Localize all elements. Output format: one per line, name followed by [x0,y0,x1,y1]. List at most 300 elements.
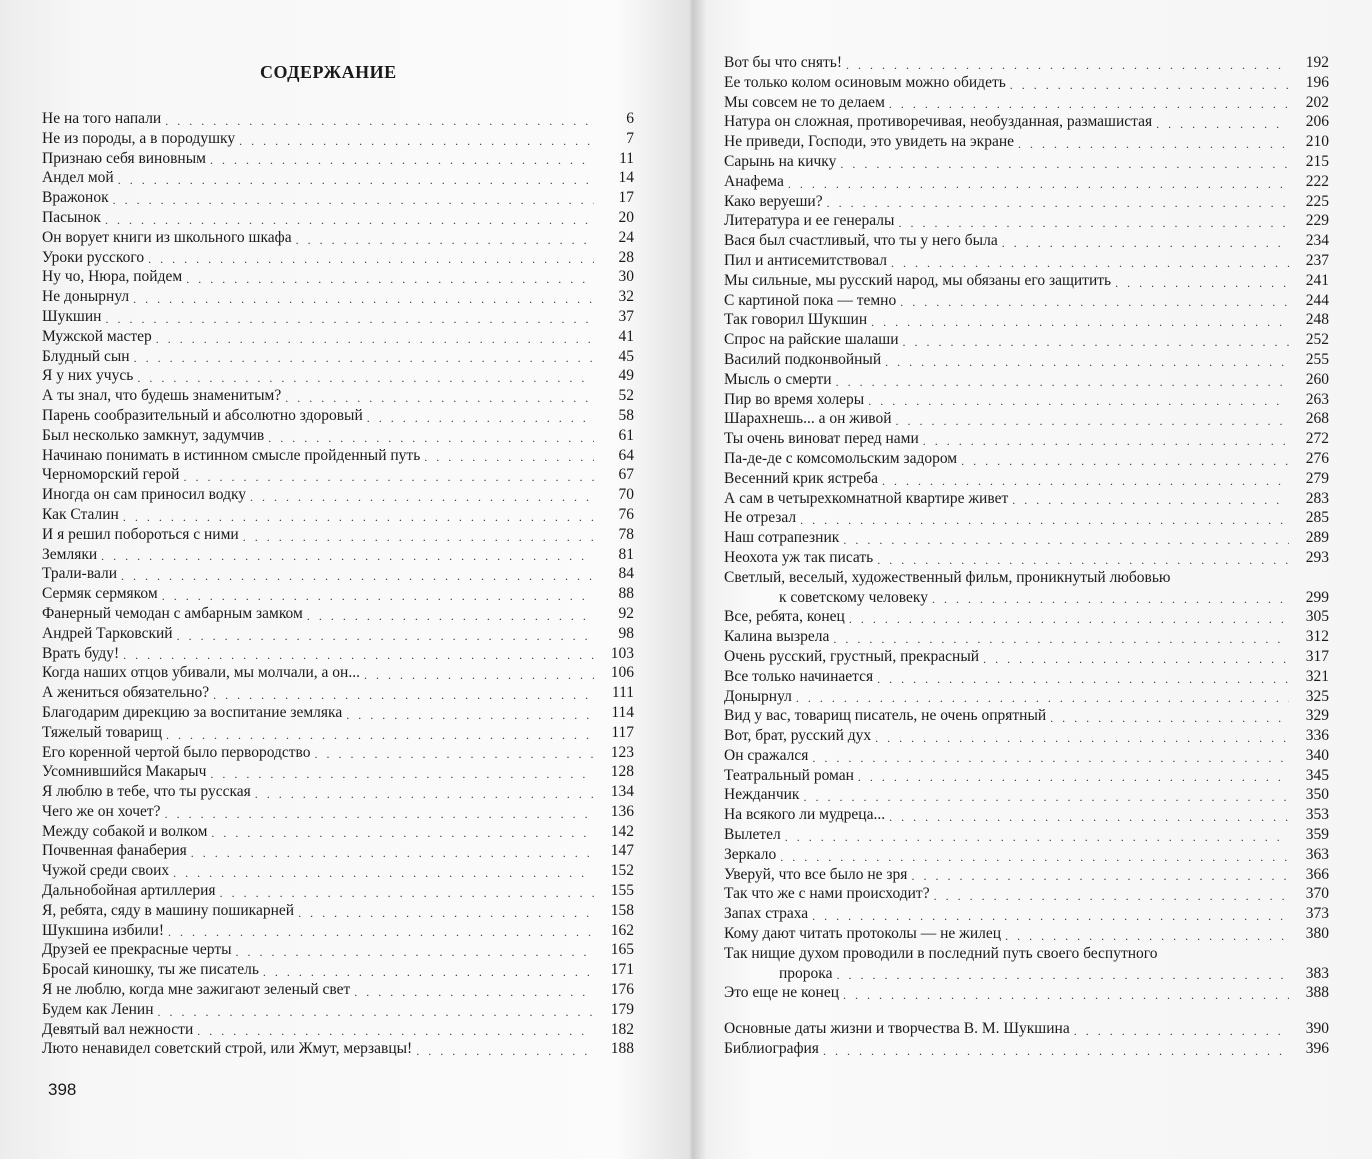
toc-entry-title: Ну чо, Нюра, пойдем [42,268,183,286]
toc-entry [724,687,1329,707]
leader-dots [268,430,594,446]
toc-entry [724,429,1329,449]
toc-entry [724,1019,1329,1039]
leader-dots [868,393,1289,409]
toc-entry-title: Я у них учусь [42,367,134,385]
toc-entry-page: 41 [618,327,634,345]
toc-entry-page: 202 [1305,93,1329,111]
toc-entry-page: 76 [618,505,634,523]
toc-entry [42,782,634,802]
toc-entry-page: 84 [618,565,634,583]
toc-entry-title: Запах страха [724,905,809,923]
toc-entry-title: Сарынь на кичку [724,152,837,170]
toc-entry-title: Шарахнешь... а он живой [724,410,892,428]
toc-entry-title: Не из породы, а в породушку [42,129,236,147]
toc-entry-title: Очень русский, грустный, прекрасный [724,647,980,665]
toc-entry-page: 134 [610,783,634,801]
toc-entry [724,291,1329,311]
toc-entry-page: 165 [610,941,634,959]
leader-dots [220,885,594,901]
toc-entry [724,251,1329,271]
toc-entry-page: 67 [618,466,634,484]
toc-entry-title: Нежданчик [724,786,800,804]
toc-entry-page: 176 [610,981,634,999]
toc-entry [724,271,1329,291]
leader-dots [1074,1023,1289,1039]
leader-dots [961,453,1289,469]
toc-entry [42,366,634,386]
toc-entry-title: Будем как Ленин [42,1000,154,1018]
toc-entry-page: 363 [1305,845,1329,863]
leader-dots [168,924,594,940]
toc-entry-page: 237 [1305,251,1329,269]
toc-entry [42,921,634,941]
leader-dots [236,944,594,960]
leader-dots [1156,116,1289,132]
toc-entry-title: Врать буду! [42,644,120,662]
toc-entry-title: Тяжелый товарищ [42,723,163,741]
toc-entry-page: 260 [1305,370,1329,388]
leader-dots [885,354,1289,370]
leader-dots [923,433,1289,449]
leader-dots [812,908,1289,924]
toc-entry-title: Блудный сын [42,347,130,365]
toc-entry-title: Бросай киношку, ты же писатель [42,961,259,979]
toc-entry [42,327,634,347]
toc-entry-title: Литература и ее генералы [724,212,895,230]
toc-entry [724,310,1329,330]
leader-dots [1018,136,1289,152]
toc-entry-page: 24 [618,228,634,246]
leader-dots [255,786,594,802]
toc-entry [724,73,1329,93]
toc-entry-title: Это еще не конец [724,984,840,1002]
leader-dots [213,687,594,703]
leader-dots [307,608,594,624]
leader-dots [1050,710,1289,726]
toc-entry [724,370,1329,390]
toc-entry-page: 305 [1305,608,1329,626]
leader-dots [843,532,1289,548]
toc-entry-title: Шукшин [42,307,102,325]
toc-entry-page: 321 [1305,667,1329,685]
toc-entry [42,267,634,287]
toc-entry-title: Земляки [42,545,98,563]
leader-dots [162,588,594,604]
toc-entry [724,607,1329,627]
toc-entry-title-cont: пророка [779,964,833,982]
toc-entry-title: Так что же с нами происходит? [724,885,930,903]
toc-entry-page: 20 [618,208,634,226]
toc-entry-page: 293 [1305,548,1329,566]
toc-entry [42,446,634,466]
toc-entry [724,568,1329,608]
toc-entry-title: Парень сообразительный и абсолютно здоровый [42,406,363,424]
toc-entry-title: А жениться обязательно? [42,684,210,702]
toc-entry-page: 158 [610,901,634,919]
toc-entry-page: 52 [618,387,634,405]
leader-dots [896,413,1289,429]
toc-entry-title: Уверуй, что все было не зря [724,865,908,883]
toc-entry-title: Анафема [724,172,784,190]
toc-entry-page: 276 [1305,449,1329,467]
toc-entry-page: 353 [1305,806,1329,824]
toc-entry-title: Кому дают читать протоколы — не жилец [724,925,1002,943]
toc-entry-continuation [724,588,1329,608]
toc-entry [724,449,1329,469]
toc-entry [724,746,1329,766]
leader-dots [1010,77,1289,93]
leader-dots [836,967,1289,983]
toc-entry-title: Мы сильные, мы русский народ, мы обязаны его защитить [724,271,1112,289]
leader-dots [416,1043,594,1059]
toc-entry-title: Чего же он хочет? [42,802,161,820]
toc-entry-page: 373 [1305,905,1329,923]
toc-entry-title: Иногда он сам приносил водку [42,486,247,504]
leader-dots [800,512,1289,528]
toc-entry [42,347,634,367]
leader-dots [785,829,1289,845]
leader-dots [210,152,594,168]
toc-entry [42,841,634,861]
toc-entry-title: Зеркало [724,845,777,863]
toc-entry-title: А ты знал, что будешь знаменитым? [42,387,282,405]
toc-entry-title: Ты очень виноват перед нами [724,430,919,448]
leader-dots [823,1043,1289,1059]
toc-entry-page: 196 [1305,73,1329,91]
toc-entry [42,822,634,842]
toc-entry-page: 383 [1305,964,1329,982]
toc-entry-title: На всякого ли мудреца... [724,806,886,824]
toc-entry-title: Он сражался [724,746,809,764]
leader-dots [354,984,594,1000]
leader-dots [911,868,1289,884]
toc-entry-page: 206 [1305,113,1329,131]
toc-entry [724,390,1329,410]
toc-entry-page: 14 [618,169,634,187]
toc-entry-page: 28 [618,248,634,266]
toc-entry-page: 215 [1305,152,1329,170]
leader-dots [827,195,1289,211]
toc-entry [42,386,634,406]
leader-dots [803,789,1289,805]
leader-dots [158,1004,595,1020]
toc-list-right [724,53,1329,1059]
leader-dots [882,473,1289,489]
toc-entry-title: Его коренной чертой было первородство [42,743,311,761]
toc-entry-title: Признаю себя виновным [42,149,206,167]
toc-entry-page: 210 [1305,133,1329,151]
toc-entry [42,584,634,604]
leader-dots [346,707,594,723]
toc-entry [42,644,634,664]
toc-entry-title: Театральный роман [724,766,854,784]
toc-entry-title: Люто ненавидел советский строй, или Жмут, мерзавцы! [42,1040,413,1058]
toc-entry-title: Андел мой [42,169,114,187]
toc-entry-page: 222 [1305,172,1329,190]
toc-entry [42,703,634,723]
toc-entry-title: Библиография [724,1040,819,1058]
toc-entry [724,132,1329,152]
toc-entry [42,960,634,980]
toc-entry-title: Когда наших отцов убивали, мы молчали, а он... [42,664,360,682]
toc-entry [42,307,634,327]
toc-entry [42,683,634,703]
toc-entry [42,228,634,248]
toc-entry [42,525,634,545]
leader-dots [424,449,594,465]
leader-dots [243,529,594,545]
toc-entry-title: Вот, брат, русский дух [724,727,872,745]
toc-entry-page: 6 [626,110,634,127]
toc-entry-title: А сам в четырехкомнатной квартире живет [724,489,1009,507]
leader-dots [118,172,594,188]
leader-dots [148,251,594,267]
toc-entry-page: 117 [611,723,634,741]
toc-entry [42,505,634,525]
toc-entry-title: Я люблю в тебе, что ты русская [42,783,251,801]
toc-entry [42,129,634,149]
toc-entry [42,980,634,1000]
toc-entry [724,1039,1329,1059]
toc-entry [724,53,1329,73]
leader-dots [889,96,1289,112]
leader-dots [903,334,1289,350]
toc-entry-page: 78 [618,525,634,543]
leader-dots [210,766,594,782]
toc-entry-page: 152 [610,862,634,880]
toc-entry-page: 58 [618,406,634,424]
leader-dots [877,671,1289,687]
toc-entry-title: Не донырнул [42,288,130,306]
toc-entry [42,624,634,644]
toc-entry [724,231,1329,251]
leader-dots [836,374,1289,390]
toc-entry-page: 345 [1305,766,1329,784]
toc-entry-page: 312 [1305,628,1329,646]
leader-dots [211,825,594,841]
toc-entry-title: Девятый вал нежности [42,1020,194,1038]
leader-dots [812,750,1289,766]
leader-dots [298,905,594,921]
toc-entry-page: 123 [610,743,634,761]
toc-entry [724,211,1329,231]
toc-title: СОДЕРЖАНИЕ [260,62,397,82]
toc-entry-page: 263 [1305,390,1329,408]
toc-entry [724,944,1329,984]
toc-entry-page: 336 [1305,727,1329,745]
toc-entry-page: 272 [1305,430,1329,448]
toc-entry [724,667,1329,687]
toc-entry-page: 106 [610,664,634,682]
leader-dots [1005,928,1289,944]
toc-entry [42,168,634,188]
toc-entry [724,845,1329,865]
leader-dots [900,294,1289,310]
toc-entry-title: И я решил побороться с ними [42,525,239,543]
toc-entry [42,723,634,743]
toc-entry-page: 340 [1305,746,1329,764]
leader-dots [123,509,594,525]
toc-entry-page: 37 [618,307,634,325]
leader-dots [191,845,594,861]
toc-entry [724,825,1329,845]
toc-entry [42,881,634,901]
toc-entry-page: 268 [1305,410,1329,428]
toc-entry [42,663,634,683]
toc-entry [724,152,1329,172]
toc-entry-title: Андрей Тарковский [42,624,173,642]
toc-entry-title: Натура он сложная, противоречивая, необузданная, размашистая [724,113,1153,131]
toc-entry [724,805,1329,825]
toc-entry-page: 248 [1305,311,1329,329]
leader-dots [846,57,1289,73]
toc-entry [42,1000,634,1020]
leader-dots [858,769,1289,785]
toc-entry [42,208,634,228]
leader-dots [780,849,1289,865]
toc-entry [42,406,634,426]
leader-dots [296,232,594,248]
toc-entry-page: 188 [610,1040,634,1058]
leader-dots [173,865,594,881]
leader-dots [875,730,1289,746]
toc-entry-page: 45 [618,347,634,365]
toc-entry-title: Не на того напали [42,110,162,127]
toc-entry [724,548,1329,568]
toc-entry-page: 11 [619,149,634,167]
toc-entry-page: 64 [618,446,634,464]
toc-entry-page: 255 [1305,350,1329,368]
toc-entry-page: 225 [1305,192,1329,210]
toc-entry-page: 299 [1305,588,1329,606]
leader-dots [133,291,594,307]
toc-entry-page: 182 [610,1020,634,1038]
toc-entry [42,545,634,565]
section-gap [724,1003,1329,1019]
toc-entry [42,426,634,446]
toc-entry-page: 285 [1305,509,1329,527]
leader-dots [889,809,1289,825]
toc-entry-page: 32 [618,288,634,306]
toc-entry-page: 396 [1305,1040,1329,1058]
toc-entry [724,528,1329,548]
toc-entry [724,489,1329,509]
toc-entry-title: Па-де-де с комсомольским задором [724,449,958,467]
toc-entry [724,924,1329,944]
leader-dots [871,314,1289,330]
toc-entry-page: 61 [618,426,634,444]
toc-entry [42,604,634,624]
leader-dots [105,212,594,228]
toc-entry-title: Черноморский герой [42,466,180,484]
toc-entry-title: Как Сталин [42,505,119,523]
leader-dots [165,113,594,129]
toc-entry-page: 162 [610,921,634,939]
toc-entry-page: 380 [1305,925,1329,943]
toc-entry-page: 317 [1305,647,1329,665]
leader-dots [934,888,1289,904]
toc-entry-page: 92 [618,604,634,622]
toc-entry-title: Ее только колом осиновым можно обидеть [724,73,1006,91]
toc-entry [42,802,634,822]
toc-entry-page: 155 [610,882,634,900]
toc-entry-title: Я не люблю, когда мне зажигают зеленый свет [42,981,351,999]
toc-entry [724,904,1329,924]
toc-entry-title: Мы совсем не то делаем [724,93,885,111]
toc-entry-page: 325 [1305,687,1329,705]
leader-dots [898,215,1289,231]
toc-entry-title: Калина вызрела [724,628,830,646]
toc-entry-title: Трали-вали [42,565,117,583]
toc-entry [42,901,634,921]
toc-list-left [42,109,634,1059]
leader-dots [183,469,594,485]
toc-entry [724,766,1329,786]
leader-dots [165,806,594,822]
toc-entry-title: Так нищие духом проводили в последний путь своего беспутного [724,944,1158,962]
toc-entry [724,865,1329,885]
toc-entry-page: 136 [610,802,634,820]
toc-entry-page: 390 [1305,1020,1329,1038]
toc-entry [42,149,634,169]
leader-dots [105,311,594,327]
toc-entry-title: Дальнобойная артиллерия [42,882,216,900]
leader-dots [849,611,1289,627]
toc-entry-page: 114 [611,703,634,721]
leader-dots [796,690,1289,706]
toc-entry-title: Шукшина избили! [42,921,164,939]
leader-dots [166,727,594,743]
toc-entry-page: 279 [1305,469,1329,487]
toc-entry [724,409,1329,429]
toc-entry-page: 329 [1305,707,1329,725]
toc-entry [42,465,634,485]
leader-dots [134,350,594,366]
toc-entry [42,1039,634,1059]
leader-dots [123,647,594,663]
toc-entry-page: 7 [626,129,634,147]
toc-entry [724,350,1329,370]
toc-entry [724,706,1329,726]
page-number: 398 [48,1080,77,1099]
toc-entry-title: Я, ребята, сяду в машину пошикарней [42,901,295,919]
toc-entry-page: 366 [1305,865,1329,883]
toc-entry-title: Фанерный чемодан с амбарным замком [42,604,303,622]
toc-entry-title: Он ворует книги из школьного шкафа [42,228,292,246]
toc-entry [42,109,634,129]
toc-entry-page: 234 [1305,232,1329,250]
toc-entry-title: Вот бы что снять! [724,54,843,71]
leader-dots [250,489,594,505]
toc-entry [724,330,1329,350]
toc-entry-page: 252 [1305,331,1329,349]
leader-dots [1115,275,1289,291]
toc-entry-title: Был несколько замкнут, задумчив [42,426,265,444]
toc-entry [42,188,634,208]
toc-entry-title: Наш сотрапезник [724,529,840,547]
toc-entry-title: Пил и антисемитствовал [724,251,888,269]
toc-entry-page: 179 [610,1000,634,1018]
toc-entry [724,469,1329,489]
toc-entry-title: Пасынок [42,208,101,226]
toc-entry [42,485,634,505]
toc-entry-page: 171 [610,961,634,979]
toc-entry [42,743,634,763]
leader-dots [788,176,1289,192]
toc-entry-page: 49 [618,367,634,385]
leader-dots [840,156,1289,172]
